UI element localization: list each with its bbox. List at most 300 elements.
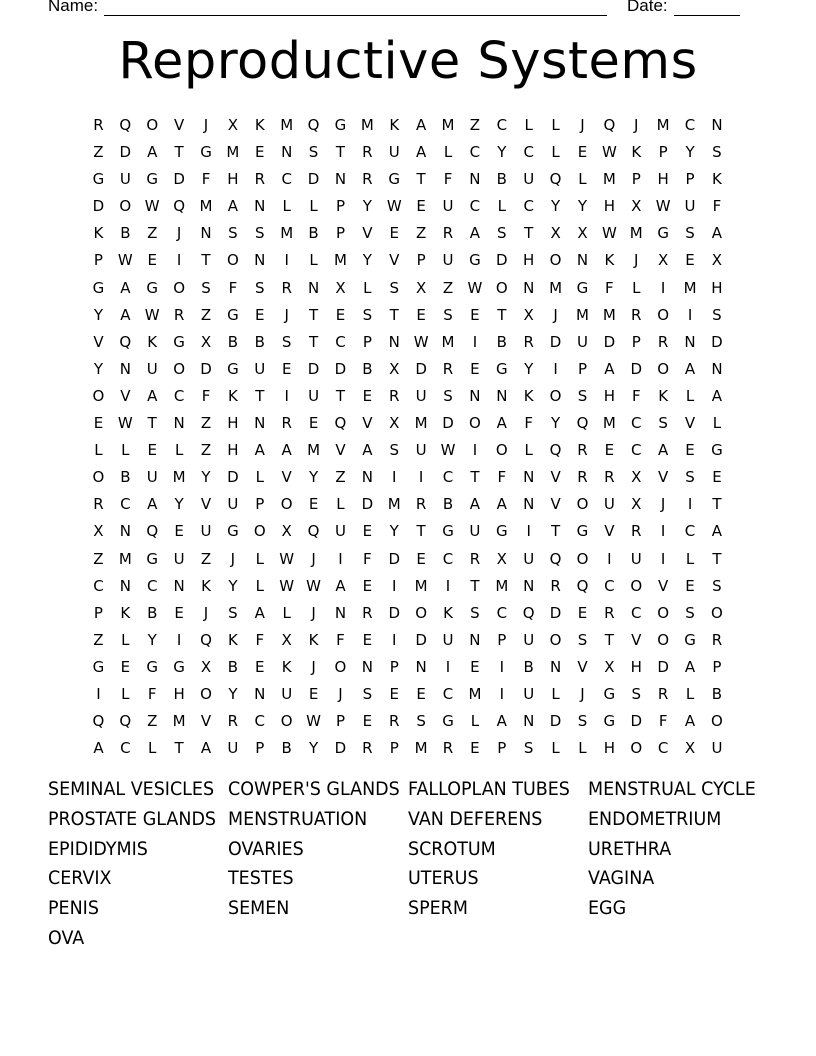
grid-letter[interactable]: V [362,414,373,433]
grid-letter[interactable]: R [389,386,400,405]
grid-letter[interactable]: C [254,712,266,731]
grid-letter[interactable]: C [335,332,346,351]
grid-letter[interactable]: Y [228,576,238,595]
grid-letter[interactable]: X [684,739,696,758]
grid-letter[interactable]: T [416,170,426,189]
grid-letter[interactable]: V [362,224,373,243]
grid-letter[interactable]: N [684,332,696,351]
grid-letter[interactable]: Y [308,468,319,487]
grid-letter[interactable]: I [499,684,505,703]
grid-letter[interactable]: B [308,224,319,243]
grid-letter[interactable]: D [603,332,616,351]
grid-letter[interactable]: R [604,468,615,487]
grid-letter[interactable]: N [523,278,535,297]
grid-letter[interactable]: Z [93,549,104,568]
grid-letter[interactable]: A [711,386,723,405]
grid-letter[interactable]: T [335,143,346,162]
grid-letter[interactable]: K [147,332,158,351]
grid-letter[interactable]: U [388,143,400,162]
grid-letter[interactable]: N [523,712,535,731]
grid-letter[interactable]: Y [497,143,507,162]
grid-letter[interactable]: S [685,603,695,622]
grid-letter[interactable]: C [120,739,131,758]
grid-letter[interactable]: O [173,359,186,378]
grid-letter[interactable]: E [604,441,615,460]
grid-letter[interactable]: X [577,224,588,243]
grid-letter[interactable]: I [526,522,531,541]
grid-letter[interactable]: D [388,549,401,568]
grid-letter[interactable]: I [499,657,505,676]
grid-letter[interactable]: G [442,712,454,731]
grid-letter[interactable]: S [228,224,238,243]
grid-letter[interactable]: A [496,414,507,433]
grid-letter[interactable]: O [92,468,105,487]
grid-letter[interactable]: N [361,657,373,676]
grid-letter[interactable]: K [443,603,453,622]
grid-letter[interactable]: V [200,495,212,514]
grid-letter[interactable]: S [281,332,292,351]
grid-letter[interactable]: H [603,197,615,216]
grid-letter[interactable]: N [281,143,293,162]
grid-letter[interactable]: O [657,630,670,649]
grid-letter[interactable]: W [279,576,295,595]
grid-letter[interactable]: Z [415,224,427,243]
grid-letter[interactable]: X [496,549,507,568]
grid-letter[interactable]: M [118,549,132,568]
grid-letter[interactable]: A [496,495,507,514]
grid-letter[interactable]: A [416,116,427,134]
grid-letter[interactable]: X [631,468,642,487]
grid-letter[interactable]: N [307,278,320,297]
grid-letter[interactable]: A [147,495,158,514]
grid-letter[interactable]: U [576,332,588,351]
grid-letter[interactable]: O [469,414,481,433]
grid-letter[interactable]: S [685,468,695,487]
grid-letter[interactable]: G [227,522,239,541]
grid-letter[interactable]: H [603,739,615,758]
grid-letter[interactable]: R [604,603,615,622]
grid-letter[interactable]: Y [362,251,372,270]
grid-letter[interactable]: E [416,197,426,216]
grid-letter[interactable]: E [362,712,373,731]
grid-letter[interactable]: D [496,251,508,270]
grid-letter[interactable]: G [92,657,105,676]
grid-letter[interactable]: R [254,170,265,189]
grid-letter[interactable]: U [308,386,320,405]
grid-letter[interactable]: R [550,576,561,595]
grid-letter[interactable]: U [442,251,454,270]
grid-letter[interactable]: N [119,522,131,541]
grid-letter[interactable]: K [201,576,211,595]
grid-letter[interactable]: L [578,739,587,758]
grid-letter[interactable]: H [630,657,642,676]
grid-letter[interactable]: N [254,414,266,433]
grid-letter[interactable]: Q [549,549,562,568]
grid-letter[interactable]: G [442,522,454,541]
grid-letter[interactable]: N [334,170,347,189]
grid-letter[interactable]: O [657,603,670,622]
grid-letter[interactable]: S [443,305,453,324]
grid-letter[interactable]: L [336,495,345,514]
grid-letter[interactable]: B [120,468,131,487]
grid-letter[interactable]: G [200,143,212,162]
grid-letter[interactable]: T [712,549,722,568]
grid-letter[interactable]: Q [576,414,589,433]
grid-letter[interactable]: R [415,495,427,514]
grid-letter[interactable]: I [607,549,612,568]
grid-letter[interactable]: X [227,116,239,134]
grid-letter[interactable]: A [684,712,696,731]
grid-letter[interactable]: J [311,549,316,568]
grid-letter[interactable]: T [174,143,184,162]
grid-letter[interactable]: R [657,684,669,703]
grid-letter[interactable]: Q [146,522,159,541]
grid-letter[interactable]: W [440,441,456,460]
grid-letter[interactable]: P [658,143,668,162]
grid-letter[interactable]: G [146,170,159,189]
grid-letter[interactable]: I [445,657,451,676]
grid-letter[interactable]: E [470,657,480,676]
grid-letter[interactable]: L [524,116,533,134]
grid-letter[interactable]: Q [200,630,212,649]
grid-letter[interactable]: L [578,170,587,189]
grid-letter[interactable]: N [119,359,131,378]
grid-letter[interactable]: U [146,359,158,378]
grid-letter[interactable]: E [255,305,265,324]
grid-letter[interactable]: X [631,197,642,216]
grid-letter[interactable]: M [602,414,616,433]
grid-letter[interactable]: N [523,576,535,595]
grid-letter[interactable]: T [604,630,614,649]
grid-letter[interactable]: X [658,251,669,270]
grid-letter[interactable]: D [173,170,185,189]
grid-letter[interactable]: G [603,712,616,731]
grid-letter[interactable]: D [334,359,347,378]
grid-letter[interactable]: I [392,576,397,595]
grid-letter[interactable]: P [497,630,507,649]
grid-letter[interactable]: U [469,522,481,541]
grid-letter[interactable]: L [255,468,264,487]
grid-letter[interactable]: O [280,495,293,514]
grid-letter[interactable]: B [362,359,373,378]
grid-letter[interactable]: S [470,603,480,622]
grid-letter[interactable]: D [630,359,643,378]
grid-letter[interactable]: S [577,712,588,731]
grid-letter[interactable]: I [96,684,101,703]
grid-letter[interactable]: P [497,739,507,758]
grid-letter[interactable]: S [255,278,265,297]
grid-letter[interactable]: O [280,712,293,731]
grid-letter[interactable]: T [470,576,480,595]
grid-letter[interactable]: S [201,278,211,297]
grid-letter[interactable]: L [685,386,695,405]
grid-letter[interactable]: E [685,251,695,270]
grid-letter[interactable]: Z [147,712,158,731]
grid-letter[interactable]: C [684,522,696,541]
grid-letter[interactable]: F [712,197,722,216]
grid-letter[interactable]: R [281,278,292,297]
grid-letter[interactable]: D [415,359,427,378]
grid-letter[interactable]: O [549,630,562,649]
grid-letter[interactable]: K [93,224,104,243]
grid-letter[interactable]: E [174,603,184,622]
grid-letter[interactable]: C [631,414,642,433]
grid-letter[interactable]: C [523,197,534,216]
grid-letter[interactable]: E [93,414,104,433]
grid-letter[interactable]: C [442,684,454,703]
grid-letter[interactable]: D [442,414,454,433]
grid-letter[interactable]: J [580,684,585,703]
grid-letter[interactable]: F [497,468,507,487]
grid-letter[interactable]: K [631,143,642,162]
grid-letter[interactable]: Q [549,170,562,189]
grid-letter[interactable]: Z [200,549,212,568]
grid-letter[interactable]: X [523,305,534,324]
grid-letter[interactable]: I [553,359,558,378]
grid-letter[interactable]: P [335,712,345,731]
grid-letter[interactable]: W [117,414,133,433]
grid-letter[interactable]: D [549,712,562,731]
grid-letter[interactable]: I [176,630,182,649]
grid-letter[interactable]: U [146,468,158,487]
grid-letter[interactable]: D [657,657,669,676]
grid-letter[interactable]: G [684,630,696,649]
grid-letter[interactable]: Z [147,224,158,243]
grid-letter[interactable]: H [227,170,239,189]
grid-letter[interactable]: D [227,468,239,487]
grid-letter[interactable]: T [524,224,534,243]
grid-letter[interactable]: O [630,739,643,758]
grid-letter[interactable]: J [634,116,639,134]
grid-letter[interactable]: Z [200,441,212,460]
grid-letter[interactable]: W [117,251,133,270]
grid-letter[interactable]: M [441,116,455,134]
grid-letter[interactable]: X [93,522,104,541]
grid-letter[interactable]: N [254,197,266,216]
grid-letter[interactable]: S [228,603,238,622]
grid-letter[interactable]: O [495,441,508,460]
grid-letter[interactable]: V [658,576,669,595]
grid-letter[interactable]: L [309,251,318,270]
grid-letter[interactable]: J [203,603,209,622]
grid-letter[interactable]: W [655,197,671,216]
grid-letter[interactable]: S [577,630,588,649]
grid-letter[interactable]: E [685,441,695,460]
grid-letter[interactable]: E [577,143,588,162]
grid-letter[interactable]: I [176,251,182,270]
grid-letter[interactable]: A [254,441,265,460]
grid-letter[interactable]: V [604,522,615,541]
grid-letter[interactable]: N [523,468,535,487]
grid-letter[interactable]: E [147,441,157,460]
grid-letter[interactable]: M [280,224,294,243]
grid-letter[interactable]: N [469,630,481,649]
grid-letter[interactable]: I [284,386,289,405]
grid-letter[interactable]: O [657,359,670,378]
grid-letter[interactable]: I [338,549,343,568]
grid-letter[interactable]: N [361,468,373,487]
grid-letter[interactable]: L [282,603,291,622]
grid-letter[interactable]: Z [93,143,104,162]
grid-letter[interactable]: M [576,305,589,324]
grid-letter[interactable]: V [120,386,131,405]
grid-letter[interactable]: A [120,278,131,297]
grid-letter[interactable]: C [146,576,158,595]
grid-letter[interactable]: M [495,576,509,595]
grid-letter[interactable]: R [93,116,104,134]
grid-letter[interactable]: N [523,495,535,514]
grid-letter[interactable]: L [497,197,506,216]
grid-letter[interactable]: N [469,386,481,405]
grid-letter[interactable]: W [279,549,295,568]
grid-letter[interactable]: N [254,251,266,270]
grid-letter[interactable]: D [549,332,562,351]
grid-letter[interactable]: E [416,549,426,568]
grid-letter[interactable]: Y [93,359,104,378]
grid-letter[interactable]: Y [174,495,184,514]
grid-letter[interactable]: F [201,386,211,405]
grid-letter[interactable]: R [442,359,454,378]
grid-letter[interactable]: E [416,305,426,324]
grid-letter[interactable]: P [631,332,641,351]
grid-letter[interactable]: E [362,630,373,649]
grid-letter[interactable]: Z [200,305,212,324]
grid-letter[interactable]: R [389,712,400,731]
grid-letter[interactable]: J [660,495,666,514]
grid-letter[interactable]: M [387,495,401,514]
grid-letter[interactable]: F [201,170,211,189]
grid-letter[interactable]: F [228,278,238,297]
grid-letter[interactable]: G [173,657,185,676]
grid-letter[interactable]: S [712,576,722,595]
grid-letter[interactable]: M [414,739,428,758]
grid-letter[interactable]: C [496,116,508,134]
grid-letter[interactable]: K [523,386,534,405]
grid-letter[interactable]: J [284,305,289,324]
grid-letter[interactable]: B [227,332,239,351]
grid-letter[interactable]: B [711,684,723,703]
grid-letter[interactable]: J [230,549,236,568]
grid-letter[interactable]: K [712,170,722,189]
grid-letter[interactable]: N [549,657,562,676]
grid-letter[interactable]: S [685,224,695,243]
grid-letter[interactable]: K [227,630,238,649]
grid-letter[interactable]: Q [92,712,105,731]
grid-letter[interactable]: Z [200,414,212,433]
grid-letter[interactable]: P [416,251,426,270]
grid-letter[interactable]: U [415,386,427,405]
grid-letter[interactable]: L [470,712,480,731]
grid-letter[interactable]: V [550,468,561,487]
grid-letter[interactable]: N [711,359,723,378]
grid-letter[interactable]: J [311,657,316,676]
grid-letter[interactable]: F [255,630,265,649]
grid-letter[interactable]: U [523,684,535,703]
grid-letter[interactable]: D [630,712,643,731]
grid-letter[interactable]: M [549,278,563,297]
grid-letter[interactable]: U [684,197,696,216]
grid-letter[interactable]: V [577,657,588,676]
grid-letter[interactable]: L [121,684,130,703]
grid-letter[interactable]: Q [576,576,589,595]
grid-letter[interactable]: D [307,359,320,378]
grid-letter[interactable]: F [363,549,372,568]
grid-letter[interactable]: O [92,386,105,405]
grid-letter[interactable]: H [227,414,239,433]
grid-letter[interactable]: W [601,143,617,162]
grid-letter[interactable]: Q [307,522,320,541]
grid-letter[interactable]: M [333,251,347,270]
grid-letter[interactable]: T [551,522,561,541]
grid-letter[interactable]: S [443,386,453,405]
grid-letter[interactable]: L [94,441,103,460]
grid-letter[interactable]: A [147,143,158,162]
grid-letter[interactable]: G [92,278,105,297]
grid-letter[interactable]: L [309,197,318,216]
grid-letter[interactable]: E [120,657,131,676]
grid-letter[interactable]: A [200,739,212,758]
grid-letter[interactable]: V [631,630,642,649]
grid-letter[interactable]: R [631,305,642,324]
grid-letter[interactable]: M [226,143,240,162]
grid-letter[interactable]: X [631,495,642,514]
grid-letter[interactable]: Q [173,197,186,216]
grid-letter[interactable]: A [254,603,265,622]
grid-letter[interactable]: J [553,305,558,324]
grid-letter[interactable]: C [281,170,292,189]
grid-letter[interactable]: R [362,143,373,162]
grid-letter[interactable]: P [577,359,587,378]
grid-letter[interactable]: Y [389,522,399,541]
grid-letter[interactable]: X [550,224,561,243]
grid-letter[interactable]: H [657,170,669,189]
grid-letter[interactable]: O [549,251,562,270]
grid-letter[interactable]: Z [442,278,454,297]
grid-letter[interactable]: P [255,739,265,758]
grid-letter[interactable]: D [415,630,427,649]
grid-letter[interactable]: N [711,116,723,134]
grid-letter[interactable]: G [576,522,589,541]
grid-letter[interactable]: F [443,170,453,189]
grid-letter[interactable]: K [281,657,292,676]
grid-letter[interactable]: L [551,739,560,758]
grid-letter[interactable]: D [119,143,132,162]
grid-letter[interactable]: R [93,495,104,514]
grid-letter[interactable]: I [660,522,666,541]
grid-letter[interactable]: L [443,143,453,162]
grid-letter[interactable]: D [388,603,401,622]
grid-letter[interactable]: P [389,657,399,676]
grid-letter[interactable]: A [469,224,481,243]
grid-letter[interactable]: C [657,739,669,758]
grid-letter[interactable]: B [281,739,292,758]
grid-letter[interactable]: M [199,197,213,216]
grid-letter[interactable]: V [550,495,561,514]
grid-letter[interactable]: W [306,576,321,595]
grid-letter[interactable]: K [604,251,615,270]
grid-letter[interactable]: M [629,224,643,243]
grid-letter[interactable]: Y [551,414,561,433]
grid-letter[interactable]: E [335,305,346,324]
grid-letter[interactable]: U [603,495,615,514]
grid-letter[interactable]: E [685,576,695,595]
grid-letter[interactable]: T [147,414,157,433]
grid-letter[interactable]: D [307,170,320,189]
grid-letter[interactable]: P [93,603,103,622]
grid-letter[interactable]: X [389,359,400,378]
grid-letter[interactable]: C [442,549,454,568]
grid-letter[interactable]: Y [201,468,211,487]
